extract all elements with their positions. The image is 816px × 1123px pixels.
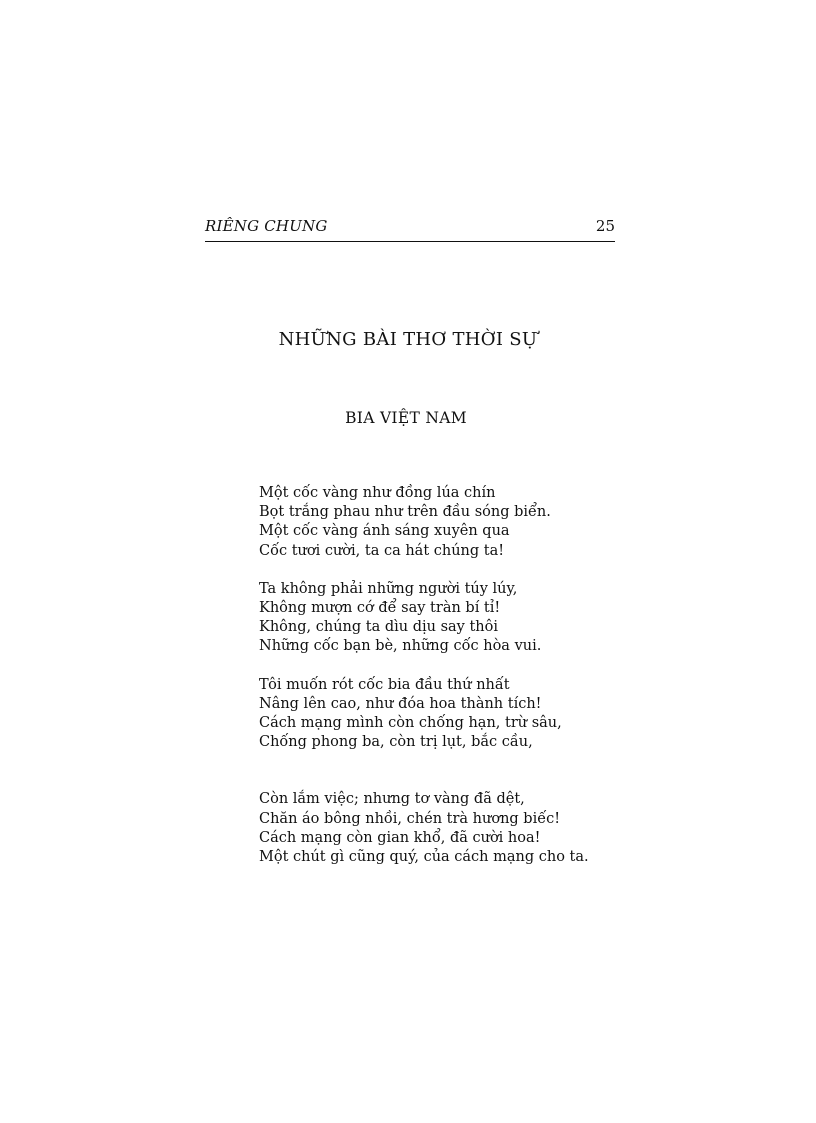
poem-line: Nâng lên cao, như đóa hoa thành tích! — [259, 695, 542, 712]
poem-line: Một cốc vàng ánh sáng xuyên qua — [259, 523, 510, 540]
poem-line: Cách mạng còn gian khổ, đã cười hoa! — [259, 829, 541, 846]
poem-line: Một cốc vàng như đồng lúa chín — [259, 485, 496, 501]
poem-line: Cốc tươi cười, ta ca hát chúng ta! — [259, 542, 505, 559]
poem-body — [259, 484, 659, 867]
page-number: 25 — [595, 217, 615, 235]
stanza-2 — [259, 580, 659, 657]
poem-line: Những cốc bạn bè, những cốc hòa vui. — [259, 638, 542, 655]
stanza-1 — [259, 484, 659, 561]
poem-line: Chống phong ba, còn trị lụt, bắc cầu, — [259, 734, 533, 751]
poem-line: Ta không phải những người túy lúy, — [259, 580, 518, 597]
poem-line: Cách mạng mình còn chống hạn, trừ sâu, — [259, 715, 562, 732]
poem-line: Không, chúng ta dìu dịu say thôi — [259, 619, 499, 636]
poem-line: Không mượn cớ để say tràn bí tỉ! — [259, 600, 501, 617]
poem-line: Còn lắm việc; nhưng tơ vàng đã dệt, — [259, 791, 525, 808]
stanza-4 — [259, 790, 659, 867]
poem-line: Bọt trắng phau như trên đầu sóng biển. — [259, 504, 551, 521]
poem-line: Tôi muốn rót cốc bia đầu thứ nhất — [259, 676, 510, 693]
section-title: NHỮNG BÀI THƠ THỜI SỰ — [278, 329, 538, 350]
poem-title: BIA VIỆT NAM — [345, 409, 467, 427]
poem-line: Chăn áo bông nhồi, chén trà hương biếc! — [259, 810, 561, 827]
running-header — [205, 215, 615, 242]
poem-line: Một chút gì cũng quý, của cách mạng cho ta. — [259, 849, 589, 866]
stanza-3 — [259, 676, 659, 753]
running-title: RIÊNG CHUNG — [205, 217, 328, 235]
